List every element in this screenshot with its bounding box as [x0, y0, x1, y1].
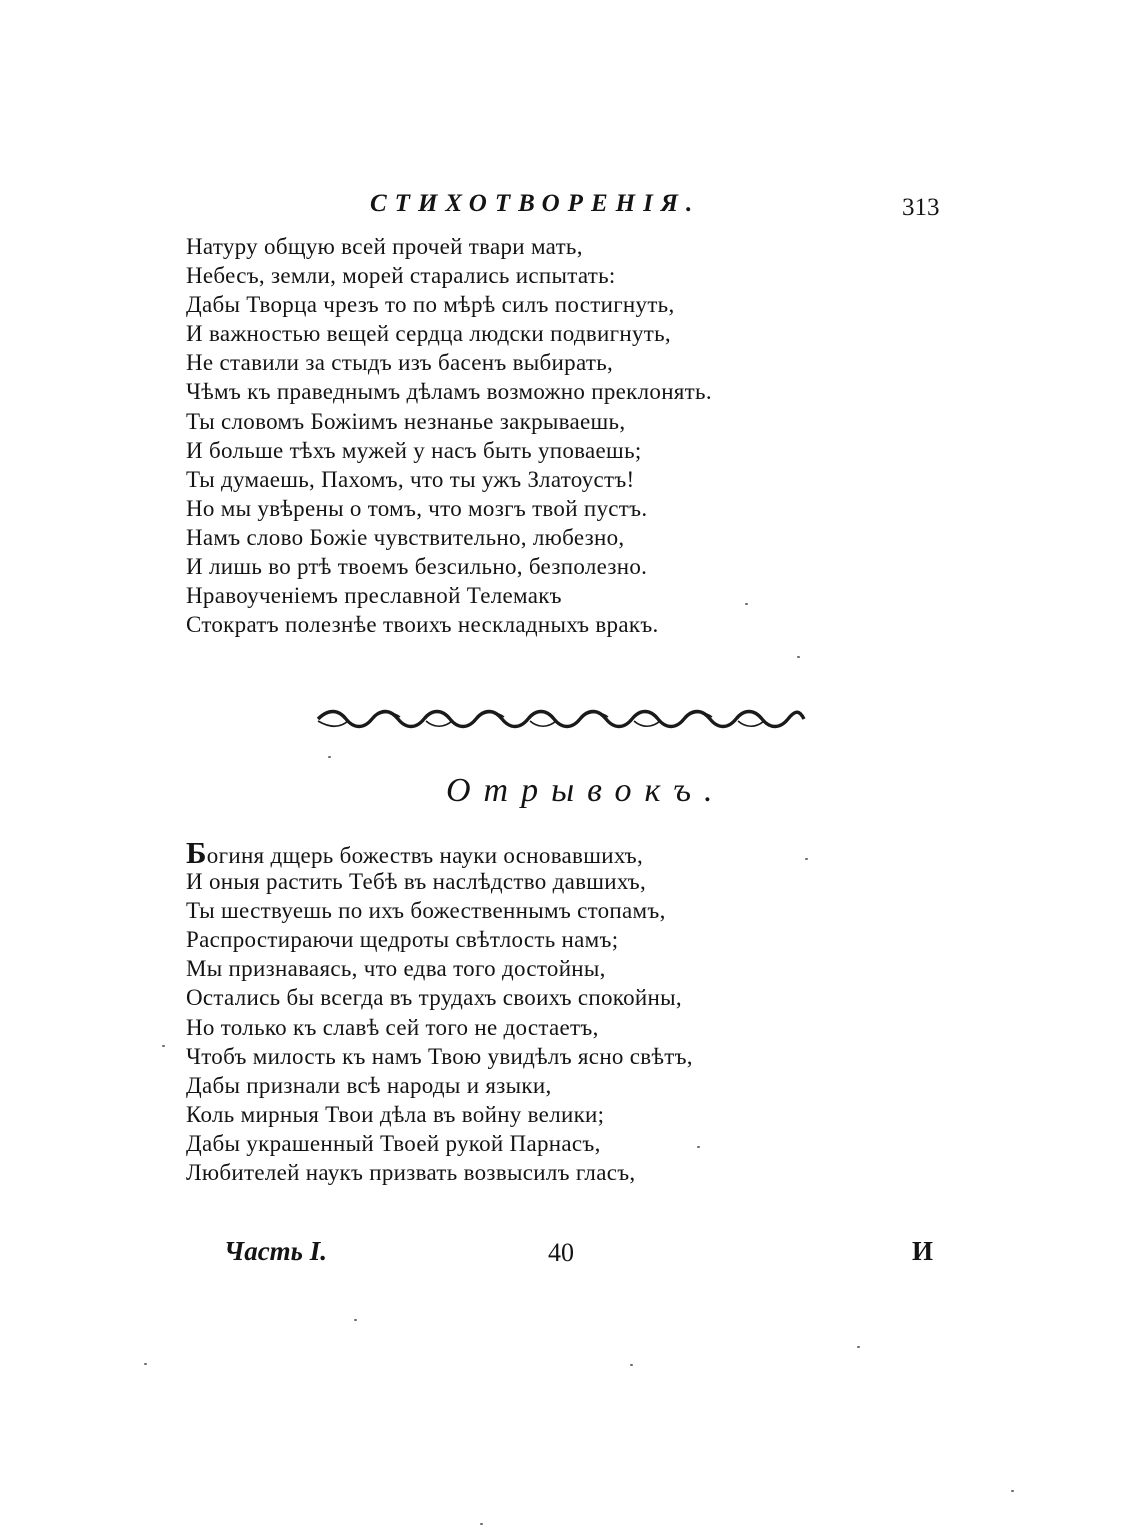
verse-line: Не ставили за стыдъ изъ басенъ выбирать,: [186, 350, 614, 376]
paper-speck: [1011, 1490, 1014, 1492]
verse-line: Ты шествуешь по ихъ божественнымъ стопамъ,: [186, 898, 666, 924]
first-line-text: огиня дщерь божествъ науки основавшихъ,: [206, 843, 644, 868]
verse-line: Ты думаешь, Пахомъ, что ты ужъ Златоустъ!: [186, 466, 635, 492]
verse-line-first: [186, 835, 826, 870]
paper-speck: [480, 1523, 483, 1525]
paper-speck: [162, 1045, 165, 1047]
verse-line: Дабы Творца чрезъ то по мѣрѣ силъ постигнуть,: [186, 292, 675, 318]
footer-part-label: Часть I.: [224, 1236, 328, 1266]
verse-line: Чѣмъ къ праведнымъ дѣламъ возможно преклонять.: [186, 379, 712, 405]
verse-line: Коль мирныя Твои дѣла въ войну велики;: [186, 1101, 605, 1127]
verse-line: Любителей наукъ призвать возвысилъ гласъ,: [186, 1160, 636, 1186]
verse-line: Распростираючи щедроты свѣтлость намъ;: [186, 927, 619, 953]
footer-signature: 40: [548, 1238, 574, 1267]
paper-speck: [857, 1346, 860, 1348]
verse-line: Но только къ славѣ сей того не достаетъ,: [186, 1014, 599, 1040]
verse-line: Остались бы всегда въ трудахъ своихъ спокойны,: [186, 985, 682, 1011]
verse-line: И оныя растить Тебѣ въ наслѣдство давшихъ,: [186, 869, 647, 895]
verse-line: Натуру общую всей прочей твари мать,: [186, 234, 583, 259]
section-title: Отрывокъ.: [446, 772, 726, 809]
paper-speck: [797, 656, 800, 658]
verse-line: Небесъ, земли, морей старались испытать:: [186, 263, 616, 289]
running-title: СТИХОТВОРЕНIЯ.: [370, 190, 701, 217]
paper-speck: [745, 603, 748, 605]
verse-line: Дабы признали всѣ народы и языки,: [186, 1072, 552, 1098]
verse-line: Нравоученiемъ преславной Телемакъ: [186, 583, 562, 609]
poem-end-block: [186, 232, 826, 639]
verse-line: Мы признаваясь, что едва того достойны,: [186, 956, 606, 982]
verse-line: Дабы украшенный Твоей рукой Парнасъ,: [186, 1130, 601, 1156]
ornamental-divider: [310, 706, 810, 732]
verse-line: Стократъ полезнѣе твоихъ нескладныхъ вракъ.: [186, 612, 659, 638]
paper-speck: [630, 1364, 633, 1366]
verse-line: Ты словомъ Божiимъ незнанье закрываешь,: [186, 408, 626, 434]
fragment-verse-block: [186, 835, 826, 1187]
verse-line: И больше тѣхъ мужей у насъ быть уповаешь;: [186, 437, 642, 463]
verse-line: Но мы увѣрены о томъ, что мозгъ твой пустъ.: [186, 495, 648, 521]
verse-line: Намъ слово Божiе чувствительно, любезно,: [186, 524, 625, 550]
footer-catchword: И: [912, 1236, 934, 1266]
paper-speck: [144, 1363, 147, 1365]
verse-line: И лишь во ртѣ твоемъ безсильно, безполезно.: [186, 554, 648, 580]
paper-speck: [697, 1146, 700, 1148]
paper-speck: [354, 1319, 357, 1321]
paper-speck: [328, 756, 331, 758]
page-number: 313: [902, 194, 940, 221]
paper-speck: [805, 858, 808, 860]
drop-cap: Б: [186, 835, 207, 870]
verse-line: И важностью вещей сердца людски подвигнуть,: [186, 321, 671, 347]
verse-line: Чтобъ милость къ намъ Твою увидѣлъ ясно свѣтъ,: [186, 1043, 693, 1069]
